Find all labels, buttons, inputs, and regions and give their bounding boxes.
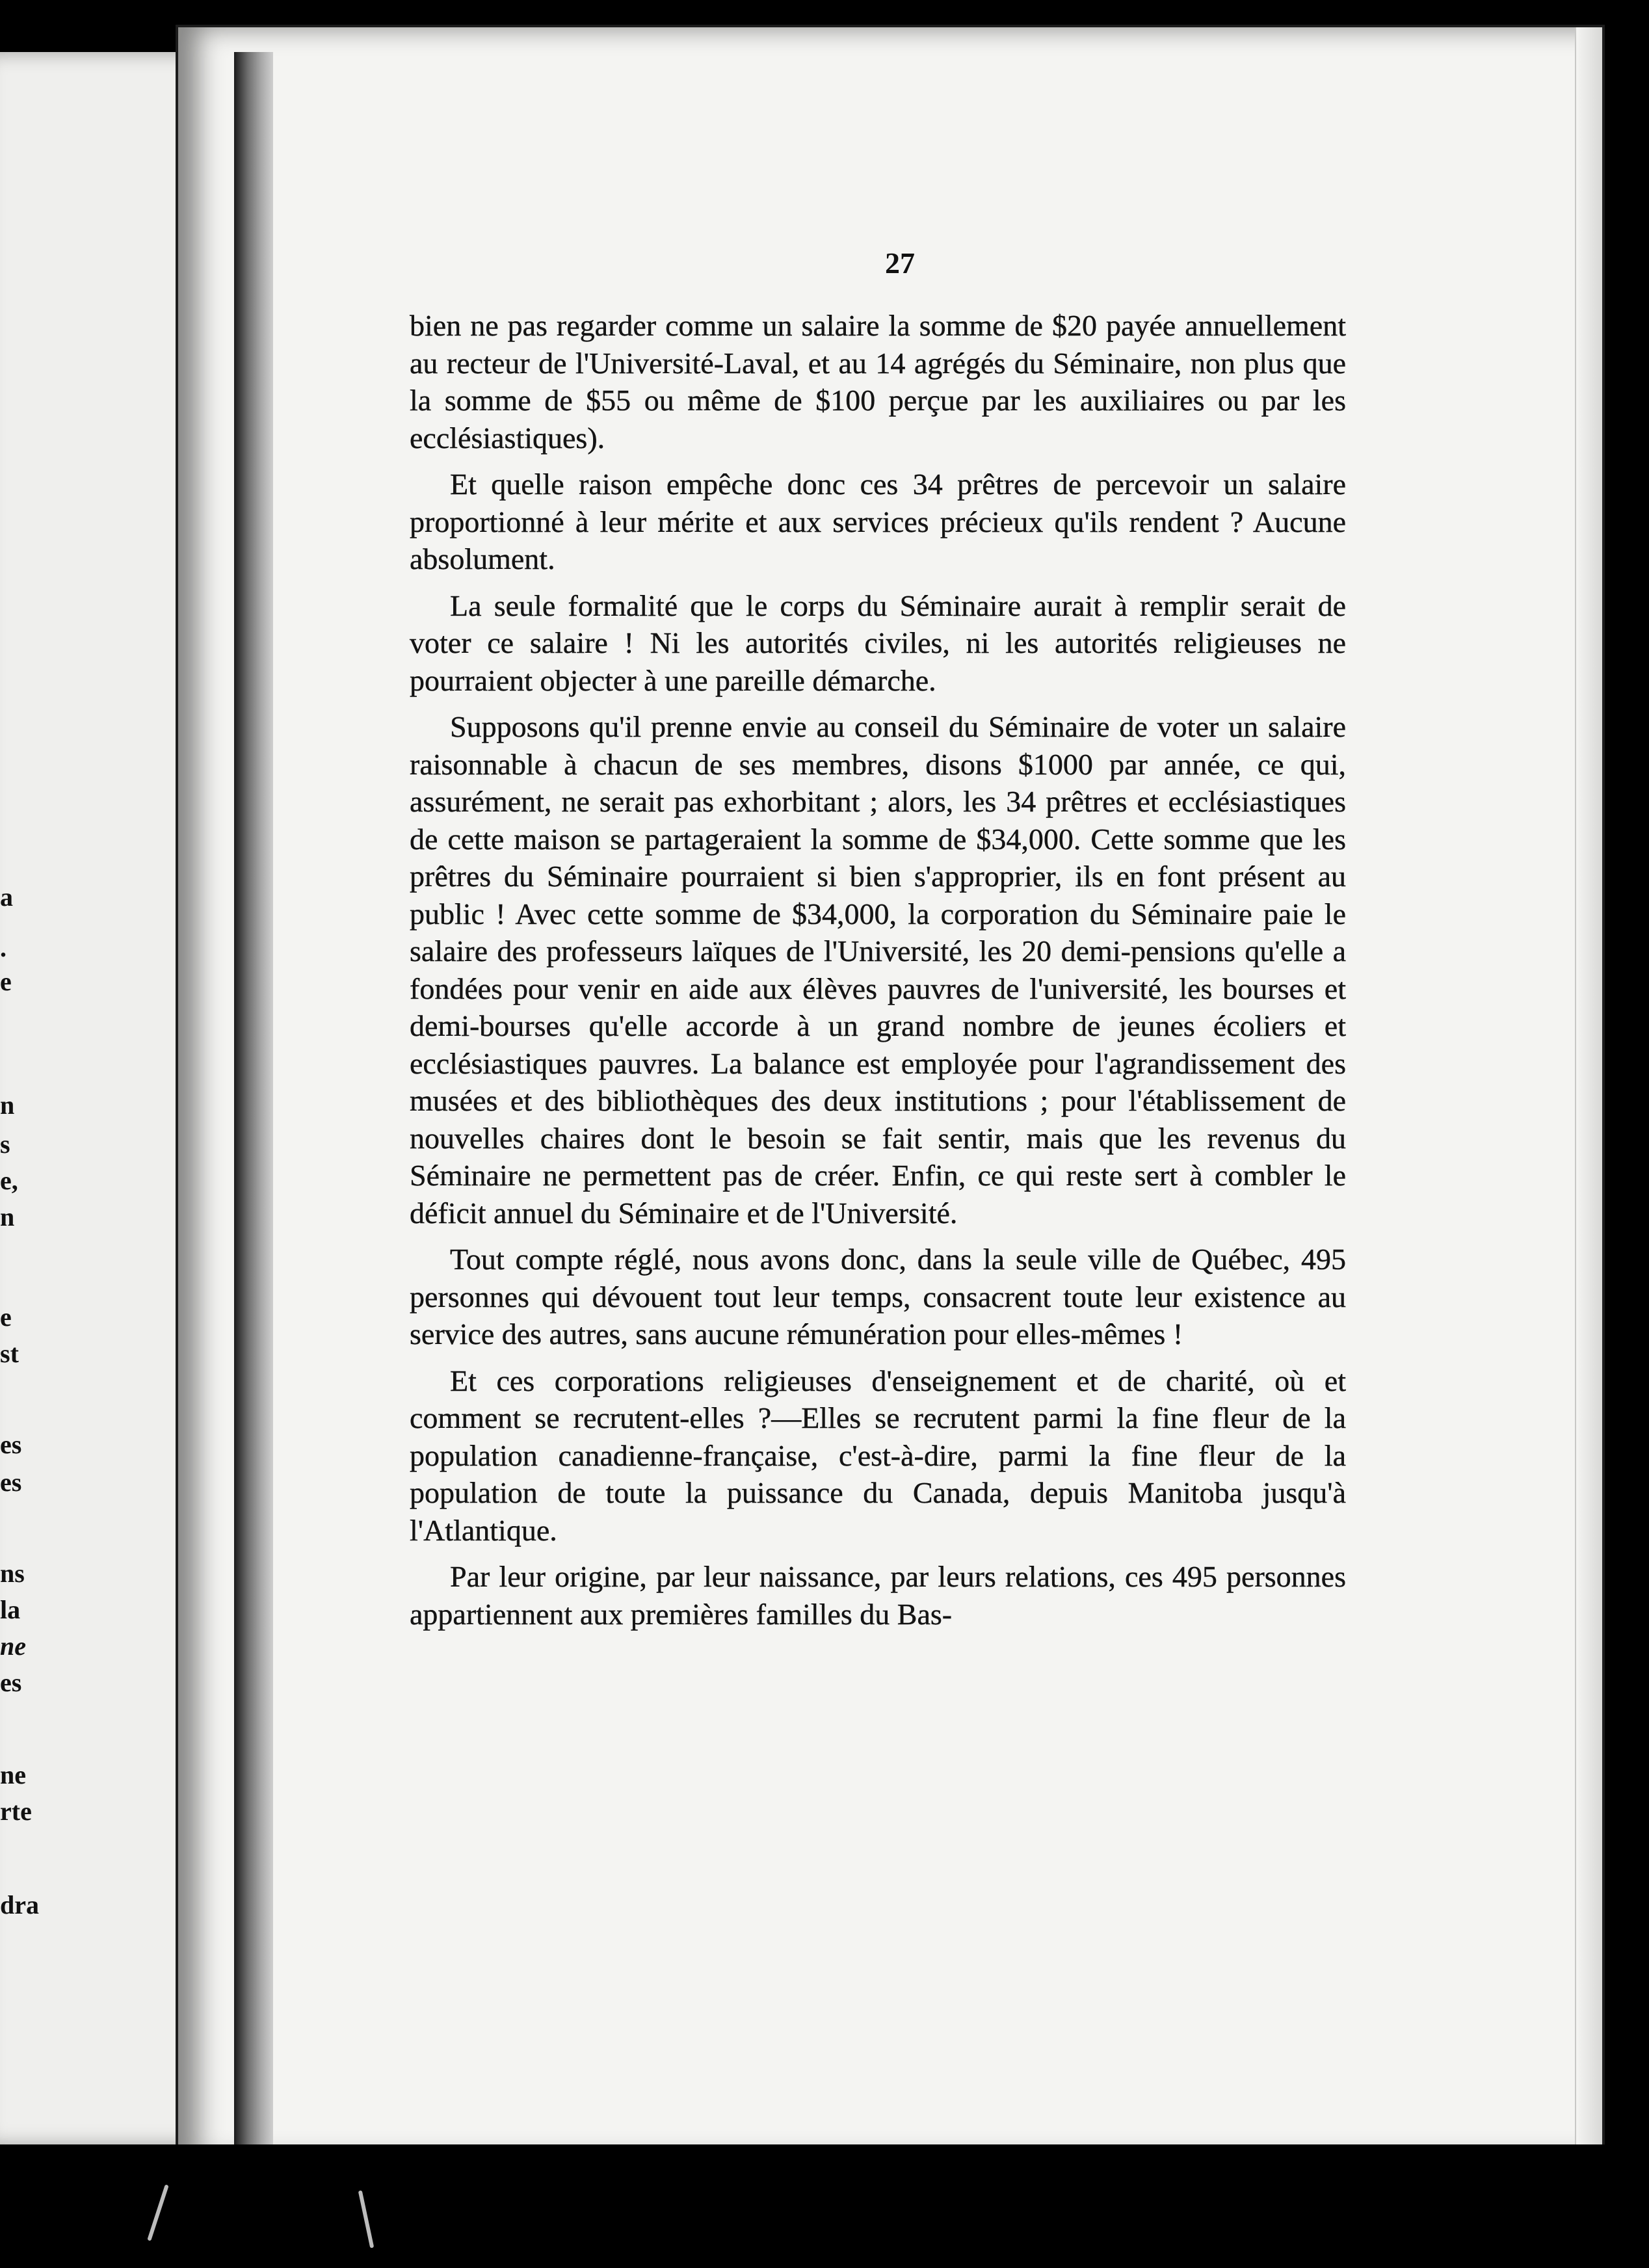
paragraph: Supposons qu'il prenne envie au conseil du Séminaire de voter un salaire raisonnable à chacun de ses membres, disons $1000 par année, ce qui, assurément, ne serait pas exhorbitant ; alors, les 34 prêtres et ecclésiastiques de cette maison se partageraient la somme de $34,000. Cette somme que les prêtres du Séminaire pourraient si bien s'approprier, ils en font présent au public ! Avec cette somme de $34,000, la corporation du Séminaire paie le salaire des professeurs laïques de l'Université, les 20 demi-pensions qu'elle a fondées pour venir en aide aux élèves pauvres de l'université, les bourses et demi-bourses qu'elle accorde à un grand nombre de jeunes écoliers et ecclésiastiques pauvres. La balance est employée pour l'agrandissement des musées et des bibliothèques des deux institutions ; pour l'établissement de nouvelles chaires dont le besoin se fait sentir, mais que les revenus du Séminaire ne permettent pas de créer. Enfin, ce qui reste sert à combler le déficit annuel du Séminaire et de l'Université. bbox=[410, 710, 1346, 1230]
left-page-fragment: ns bbox=[0, 1559, 25, 1588]
left-page-fragment: rte bbox=[0, 1797, 32, 1826]
left-page-fragment: ne bbox=[0, 1760, 26, 1789]
left-page-fragment: ne bbox=[0, 1631, 26, 1661]
book-page bbox=[176, 25, 1605, 2163]
left-page-fragment: e bbox=[0, 967, 12, 996]
left-page-fragment: es bbox=[0, 1668, 22, 1697]
left-page-fragment: n bbox=[0, 1202, 15, 1232]
left-page-fragment: s bbox=[0, 1129, 10, 1159]
paragraph: Tout compte réglé, nous avons donc, dans la seule ville de Québec, 495 personnes qui dévouent tout leur temps, consacrent toute leur existence au service des autres, sans aucune rémunération pour elles-mêmes ! bbox=[410, 1243, 1346, 1351]
page-number: 27 bbox=[885, 246, 915, 280]
left-page-fragment: la bbox=[0, 1595, 21, 1624]
left-page-fragment: st bbox=[0, 1339, 19, 1368]
left-page-fragment: dra bbox=[0, 1890, 39, 1919]
left-page-fragment: e, bbox=[0, 1166, 18, 1195]
left-page-fragment: n bbox=[0, 1090, 15, 1120]
left-page-fragment: es bbox=[0, 1430, 22, 1459]
left-page-fragment: e bbox=[0, 1302, 12, 1332]
binding-gutter bbox=[234, 52, 273, 2152]
paragraph: Et ces corporations religieuses d'enseignement et de charité, où et comment se recrutent-elles ?—Elles se recrutent parmi la fine fleur de la population canadienne-française, c'est-à-dire, parmi la fine fleur de la population de toute la puissance du Canada, depuis Manitoba jusqu'à l'Atlantique. bbox=[410, 1364, 1346, 1547]
scan-bottom-margin bbox=[0, 2144, 1649, 2268]
left-page-fragment: . bbox=[0, 933, 7, 962]
paragraph: Et quelle raison empêche donc ces 34 prêtres de percevoir un salaire proportionné à leur mérite et aux services précieux qu'ils rendent ? Aucune absolument. bbox=[410, 468, 1346, 575]
scan-artifact bbox=[358, 2190, 375, 2248]
page-edge bbox=[1575, 27, 1602, 2160]
paragraph: La seule formalité que le corps du Séminaire aurait à remplir serait de voter ce salaire ! Ni les autorités civiles, ni les autorités religieuses ne pourraient objecter à une pareille démarche. bbox=[410, 588, 1346, 697]
left-page-fragment: a bbox=[0, 882, 13, 912]
scan-artifact bbox=[147, 2184, 169, 2241]
paragraph: Par leur origine, par leur naissance, par leurs relations, ces 495 personnes appartiennent aux premières familles du Bas- bbox=[410, 1560, 1346, 1631]
left-page-fragment: es bbox=[0, 1468, 22, 1497]
paragraph: bien ne pas regarder comme un salaire la somme de $20 payée annuellement au recteur de l'Université-Laval, et au 14 agrégés du Séminaire, non plus que la somme de $55 ou même de $100 perçue par les auxiliaires ou par les ecclésiastiques). bbox=[410, 309, 1346, 455]
body-text bbox=[410, 307, 1346, 1633]
